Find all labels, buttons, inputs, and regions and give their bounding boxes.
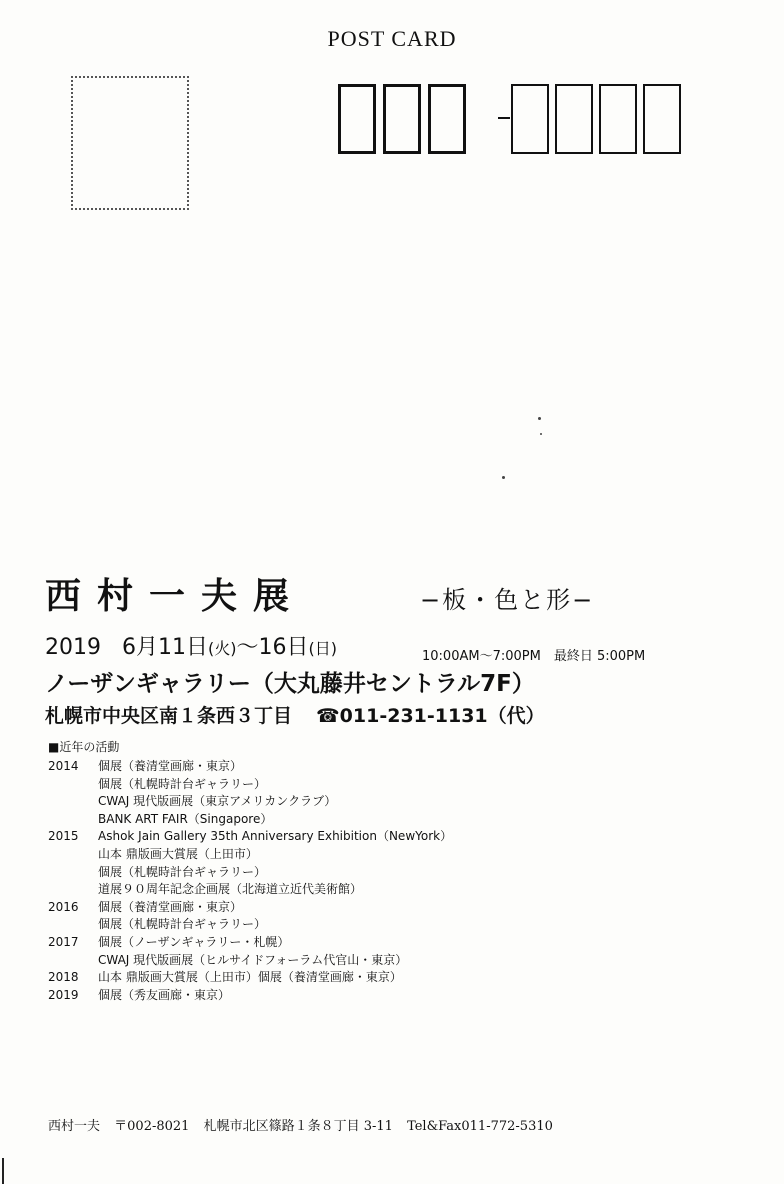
exhibition-dates: [45, 630, 337, 661]
activity-row: [48, 899, 452, 917]
activity-row: [48, 846, 452, 864]
sender-address: 札幌市北区篠路１条８丁目 3-11: [203, 1119, 393, 1134]
activity-row: [48, 828, 452, 846]
activities-heading: ■近年の活動: [48, 740, 120, 754]
activity-text: 山本 鼎版画大賞展（上田市）個展（養清堂画廊・東京）: [98, 970, 402, 985]
activity-row: [48, 952, 452, 970]
opening-hours: 10:00AM〜7:00PM 最終日 5:00PM: [422, 649, 646, 664]
activity-text: 山本 鼎版画大賞展（上田市）: [98, 846, 258, 861]
activity-text: 個展（札幌時計台ギャラリー）: [98, 864, 267, 879]
activity-row: [48, 987, 452, 1005]
activity-text: 個展（秀友画廊・東京）: [98, 987, 231, 1002]
activity-text: CWAJ 現代版画展（東京アメリカンクラブ）: [98, 794, 337, 809]
activity-row: [48, 776, 452, 794]
exhibition-subtitle: −板・色と形−: [420, 586, 595, 614]
date-separator: 〜: [236, 635, 259, 660]
activity-row: [48, 864, 452, 882]
activity-row: [48, 811, 452, 829]
activity-row: [48, 916, 452, 934]
postal-code-dash: [498, 117, 510, 119]
activity-text: 個展（養清堂画廊・東京）: [98, 759, 243, 773]
sender-tel-fax: Tel&Fax011-772-5310: [407, 1119, 553, 1134]
activity-row: [48, 758, 452, 776]
date-start-day: (火): [207, 639, 237, 658]
activity-text: BANK ART FAIR（Singapore）: [98, 811, 273, 826]
venue-name: ノーザンギャラリー（大丸藤井セントラル7F）: [45, 671, 535, 697]
activity-text: 個展（養清堂画廊・東京）: [98, 899, 243, 914]
paper-speck: [538, 417, 541, 420]
sender-postal-code: 〒002-8021: [114, 1119, 190, 1134]
date-start: 6月11日: [121, 635, 208, 660]
activity-text: CWAJ 現代版画展（ヒルサイドフォーラム代官山・東京）: [98, 952, 408, 967]
paper-speck: [540, 433, 542, 435]
activity-year: 2015: [48, 829, 79, 844]
postal-code-box-1: [338, 84, 376, 154]
post-card-label: POST CARD: [327, 26, 457, 51]
postal-code-box-2: [383, 84, 421, 154]
activity-year: 2016: [48, 899, 79, 914]
postal-code-box-5: [555, 84, 593, 154]
venue-address-line: [45, 701, 545, 728]
date-year: 2019: [45, 635, 101, 660]
sender-name: 西村一夫: [48, 1119, 101, 1134]
stamp-area: [71, 76, 189, 210]
postal-code-box-6: [599, 84, 637, 154]
activity-text: 個展（札幌時計台ギャラリー）: [98, 917, 267, 932]
postal-code-box-7: [643, 84, 681, 154]
activity-year: 2014: [48, 759, 79, 773]
postal-code-box-4: [511, 84, 549, 154]
activity-text: 個展（札幌時計台ギャラリー）: [98, 776, 267, 791]
activity-row: [48, 881, 452, 899]
exhibition-title: 西村一夫展: [45, 576, 306, 617]
activity-row: [48, 969, 452, 987]
edge-mark: [2, 1158, 4, 1184]
activity-year: 2017: [48, 934, 79, 949]
activities-list: [48, 758, 452, 1004]
venue-phone: ☎011-231-1131（代）: [316, 705, 545, 727]
sender-footer: [48, 1115, 563, 1134]
activity-text: 道展９０周年記念企画展（北海道立近代美術館）: [98, 882, 363, 897]
activity-row: [48, 793, 452, 811]
activity-year: 2019: [48, 987, 79, 1002]
activity-text: Ashok Jain Gallery 35th Anniversary Exhibition（NewYork）: [98, 829, 453, 844]
activity-year: 2018: [48, 970, 79, 985]
venue-address: 札幌市中央区南１条西３丁目: [45, 705, 293, 727]
date-end-day: (日): [308, 639, 337, 658]
activity-row: [48, 934, 452, 952]
paper-speck: [502, 476, 505, 479]
activity-text: 個展（ノーザンギャラリー・札幌）: [98, 934, 290, 949]
date-end: 16日: [258, 635, 309, 660]
postal-code-box-3: [428, 84, 466, 154]
